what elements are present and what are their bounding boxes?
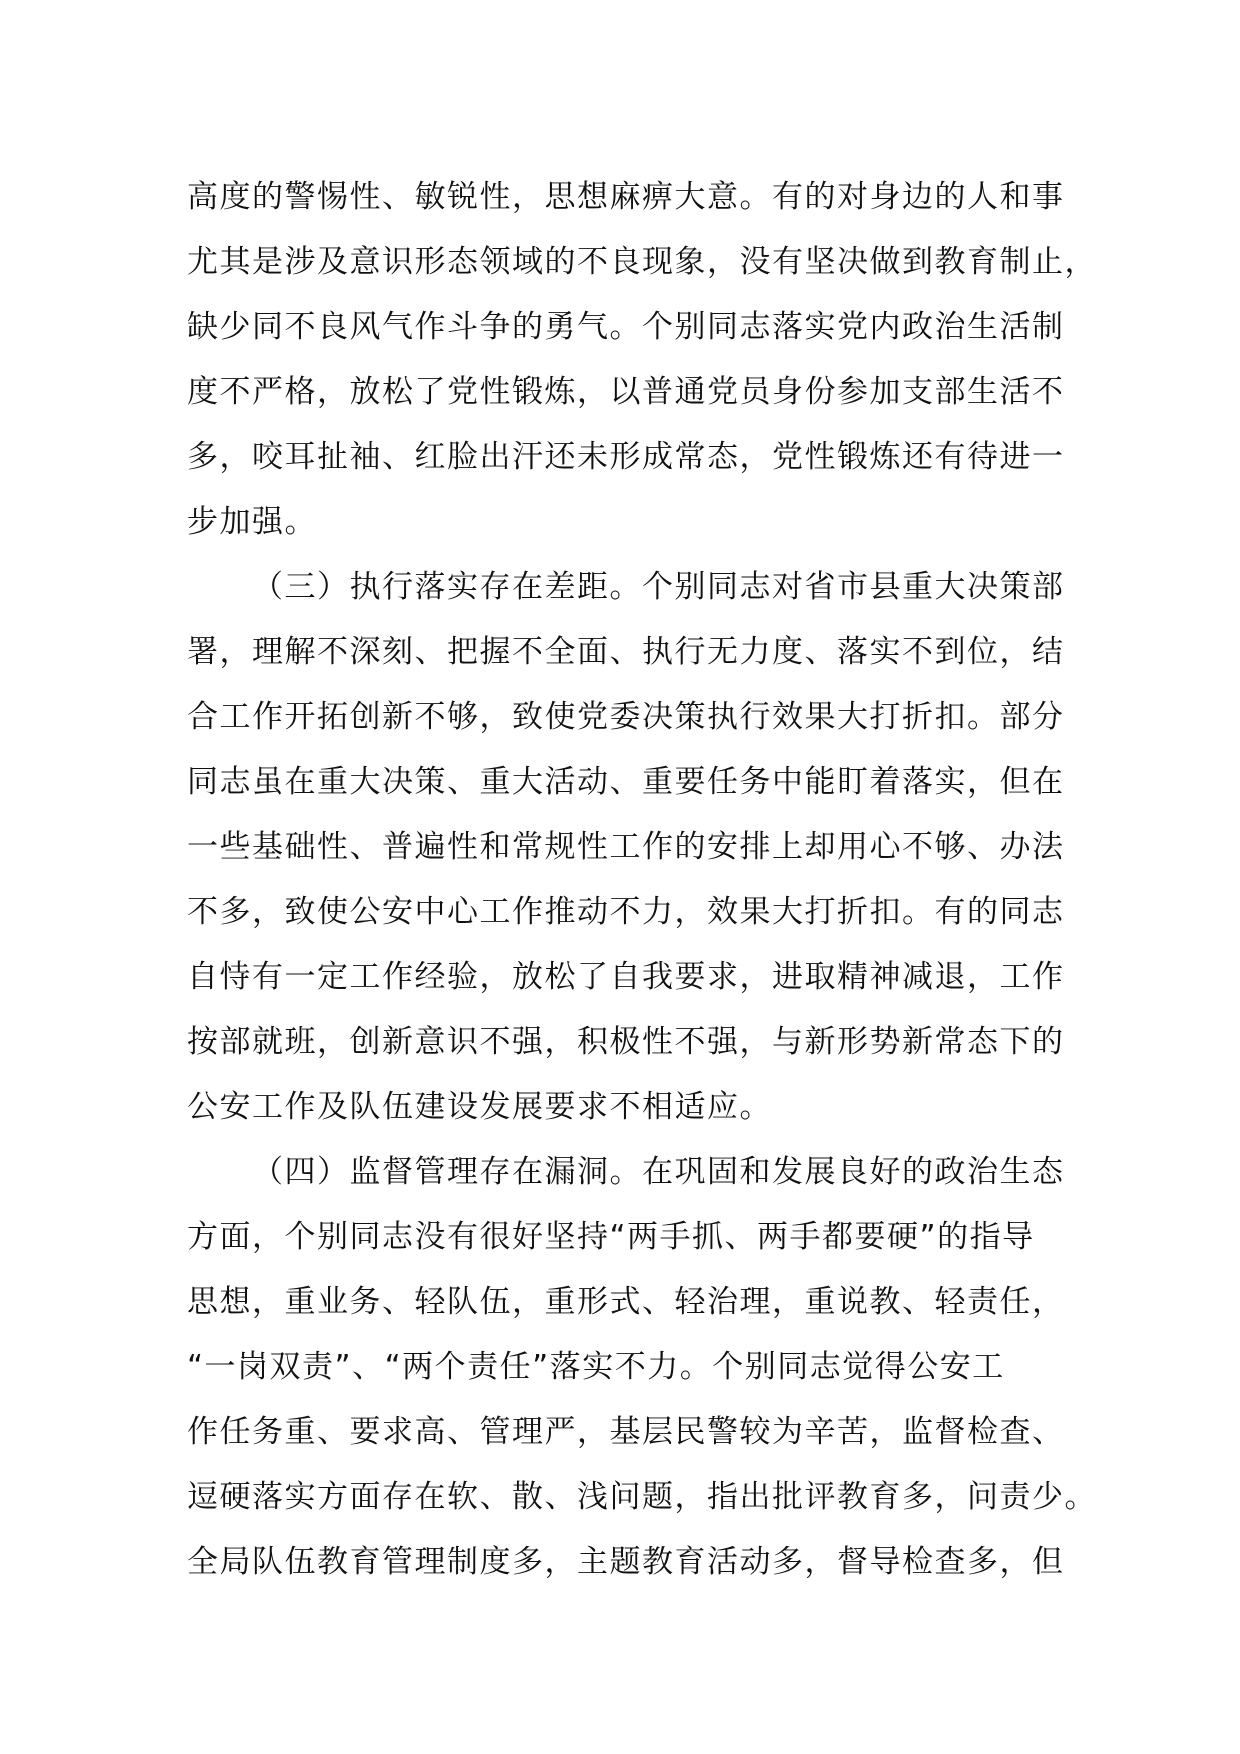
body-text [187,165,1097,1595]
text-line: 按部就班，创新意识不强，积极性不强，与新形势新常态下的 [187,1024,1065,1060]
section-heading-line: （三）执行落实存在差距。个别同志对省市县重大决策部 [252,569,1065,605]
section-heading-line: （四）监督管理存在漏洞。在巩固和发展良好的政治生态 [252,1154,1065,1190]
text-line: 作任务重、要求高、管理严，基层民警较为辛苦，监督检查、 [187,1414,1065,1450]
text-line: 全局队伍教育管理制度多，主题教育活动多，督导检查多，但 [187,1544,1065,1580]
text-line: 思想，重业务、轻队伍，重形式、轻治理，重说教、轻责任， [187,1284,1065,1320]
text-line: 缺少同不良风气作斗争的勇气。个别同志落实党内政治生活制 [187,309,1065,345]
text-line: 高度的警惕性、敏锐性，思想麻痹大意。有的对身边的人和事 [187,179,1065,215]
text-line: 度不严格，放松了党性锻炼，以普通党员身份参加支部生活不 [187,374,1065,410]
text-line: 步加强。 [187,504,317,540]
text-line: 逗硬落实方面存在软、散、浅问题，指出批评教育多，问责少。 [187,1479,1097,1515]
text-line: 同志虽在重大决策、重大活动、重要任务中能盯着落实，但在 [187,764,1065,800]
text-line: 多，咬耳扯袖、红脸出汗还未形成常态，党性锻炼还有待进一 [187,439,1065,475]
text-line: 一些基础性、普遍性和常规性工作的安排上却用心不够、办法 [187,829,1065,865]
text-line: “一岗双责”、“两个责任”落实不力。个别同志觉得公安工 [187,1349,1005,1385]
text-line: 尤其是涉及意识形态领域的不良现象，没有坚决做到教育制止， [187,244,1097,280]
text-line: 方面，个别同志没有很好坚持“两手抓、两手都要硬”的指导 [187,1219,1035,1255]
text-line: 合工作开拓创新不够，致使党委决策执行效果大打折扣。部分 [187,699,1065,735]
text-line: 自恃有一定工作经验，放松了自我要求，进取精神减退，工作 [187,959,1065,995]
text-line: 署，理解不深刻、把握不全面、执行无力度、落实不到位，结 [187,634,1065,670]
text-line: 公安工作及队伍建设发展要求不相适应。 [187,1089,772,1125]
text-line: 不多，致使公安中心工作推动不力，效果大打折扣。有的同志 [187,894,1065,930]
